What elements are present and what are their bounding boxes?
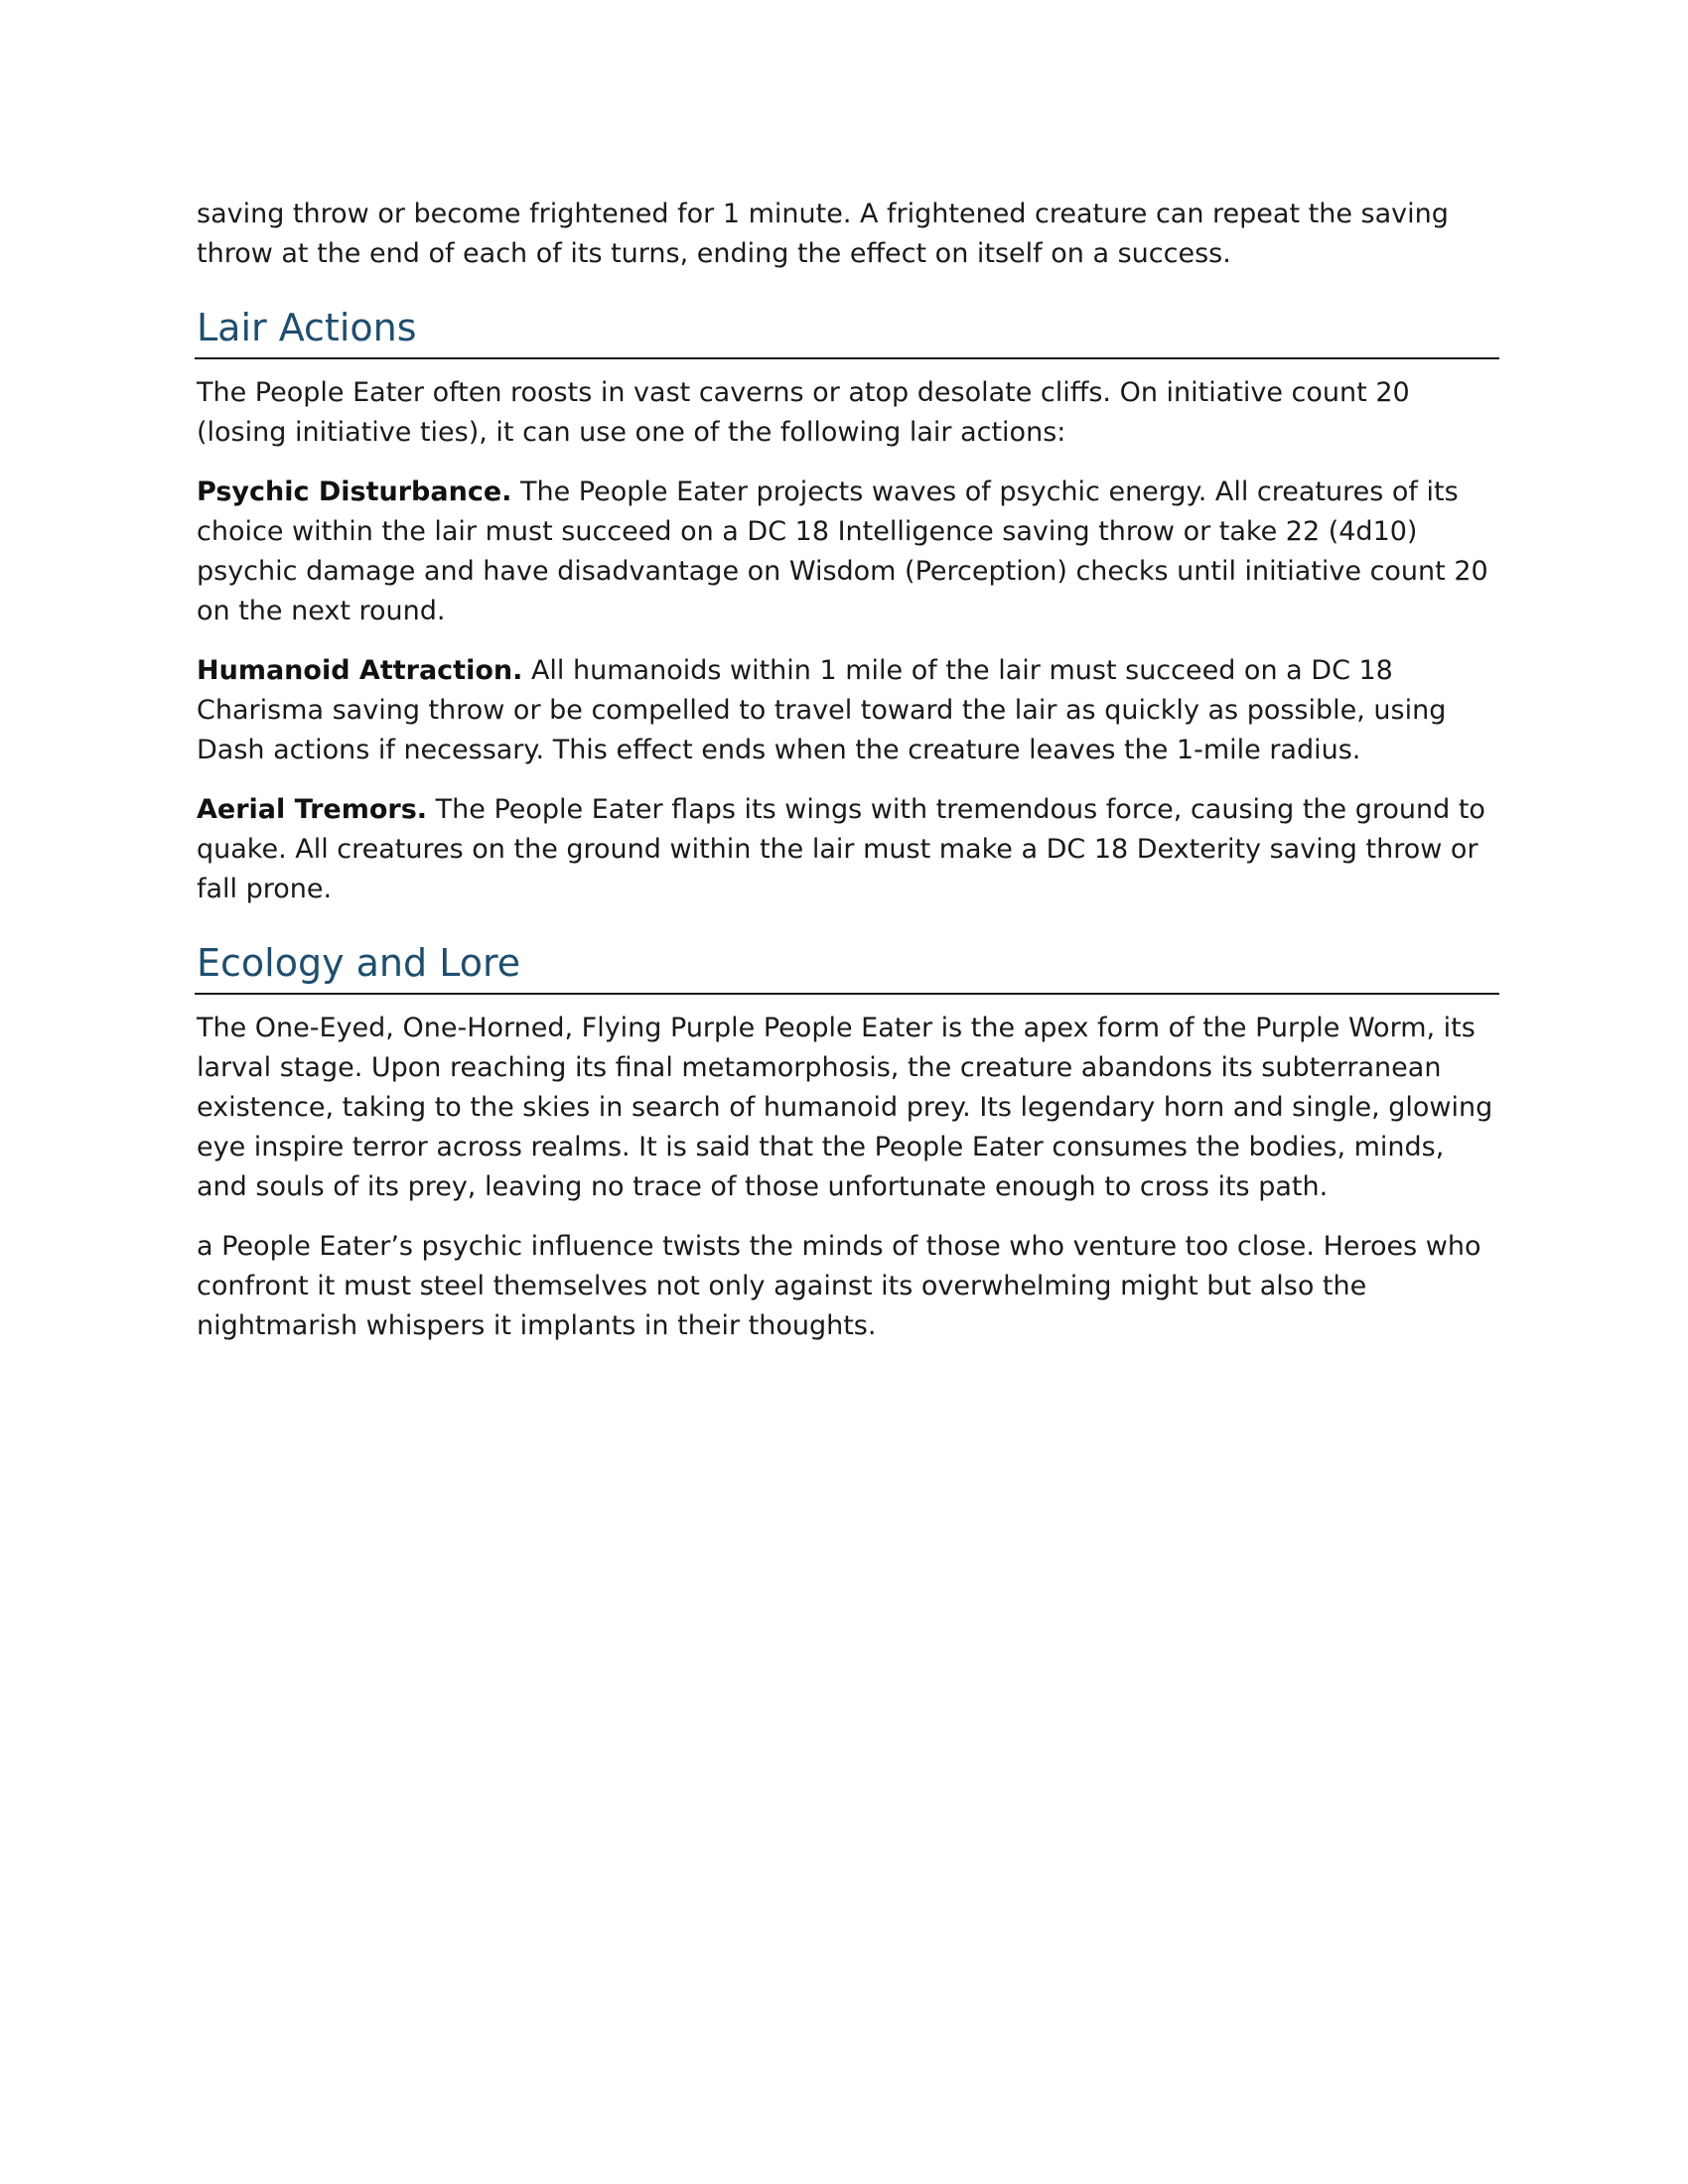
- lair-action-title: Psychic Disturbance.: [197, 477, 512, 507]
- intro-continuation-paragraph: saving throw or become frightened for 1 minute. A frightened creature can repeat the saving throw at the end of each of its turns, ending the effect on itself on a success.: [197, 199, 1449, 269]
- lair-action-aerial-tremors: [197, 790, 1497, 909]
- lair-action-text: All humanoids within 1 mile of the lair must succeed on a DC 18 Charisma saving throw or be compelled to travel toward the lair as quickly as possible, using Dash actions if necessary. This effect ends when the creature leaves the 1-mile radius.: [197, 655, 1447, 765]
- lair-action-text: The People Eater projects waves of psychic energy. All creatures of its choice within the lair must succeed on a DC 18 Intelligence saving throw or take 22 (4d10) psychic damage and have disadvantage on Wisdom (Perception) checks until initiative count 20 on the next round.: [197, 477, 1488, 626]
- lair-action-title: Humanoid Attraction.: [197, 655, 523, 686]
- ecology-heading: Ecology and Lore: [195, 939, 1499, 995]
- lair-action-text: The People Eater flaps its wings with tremendous force, causing the ground to quake. All creatures on the ground within the lair must make a DC 18 Dexterity saving throw or fall prone.: [197, 794, 1485, 904]
- ecology-paragraph-2: a People Eater’s psychic influence twists the minds of those who venture too close. Heroes who confront it must steel themselves not only against its overwhelming might but also the nightmarish whispers it implants in their thoughts.: [197, 1231, 1481, 1341]
- document-page: [197, 195, 1499, 1366]
- lair-action-humanoid-attraction: [197, 651, 1497, 770]
- lair-actions-intro-paragraph: The People Eater often roosts in vast caverns or atop desolate cliffs. On initiative count 20 (losing initiative ties), it can use one of the following lair actions:: [197, 377, 1410, 448]
- lair-action-psychic-disturbance: [197, 473, 1497, 631]
- lair-actions-heading: Lair Actions: [195, 304, 1499, 359]
- ecology-paragraph-1: The One-Eyed, One-Horned, Flying Purple People Eater is the apex form of the Purple Worm, its larval stage. Upon reaching its final metamorphosis, the creature abandons its subterranean existence, taking to the skies in search of humanoid prey. Its legendary horn and single, glowing eye inspire terror across realms. It is said that the People Eater consumes the bodies, minds, and souls of its prey, leaving no trace of those unfortunate enough to cross its path.: [197, 1013, 1493, 1202]
- lair-action-title: Aerial Tremors.: [197, 794, 428, 825]
